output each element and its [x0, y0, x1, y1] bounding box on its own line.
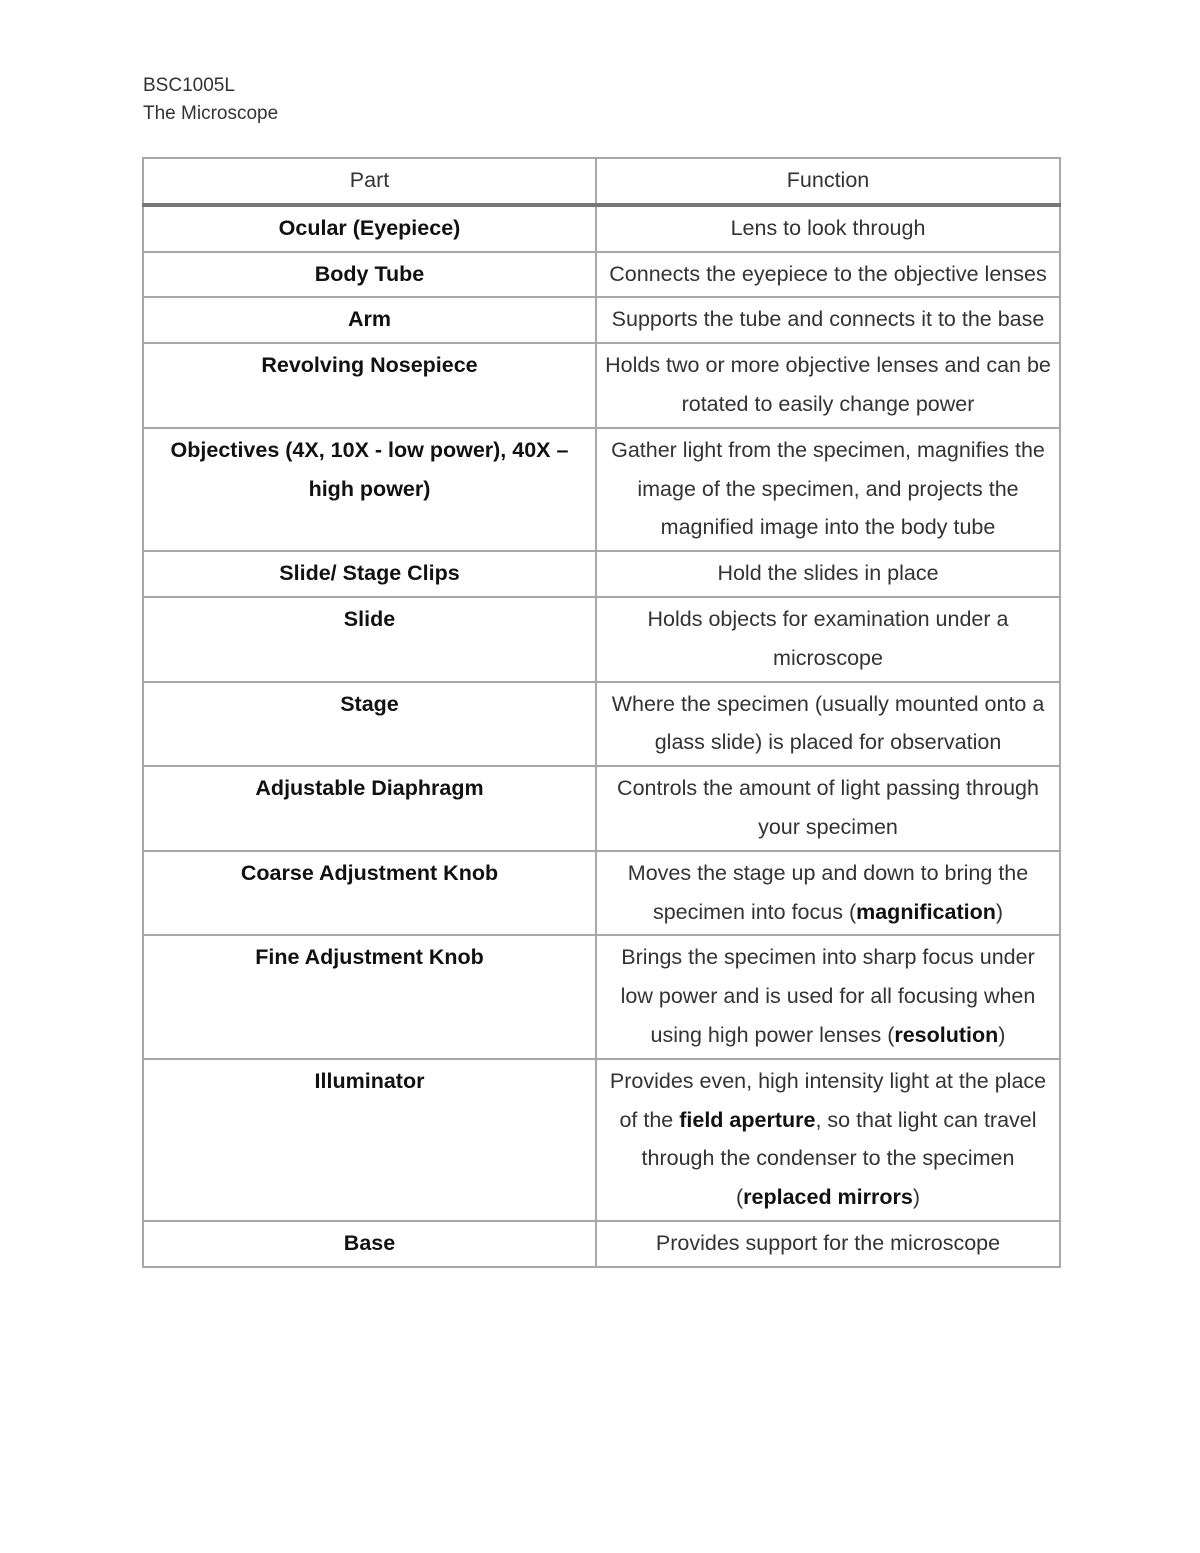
part-cell: Body Tube: [143, 252, 596, 298]
table-row: [143, 297, 1060, 343]
table-row: [143, 851, 1060, 936]
function-cell: Holds two or more objective lenses and can be rotated to easily change power: [596, 343, 1060, 428]
table-row: [143, 551, 1060, 597]
part-cell: Slide/ Stage Clips: [143, 551, 596, 597]
column-header-part: Part: [143, 158, 596, 205]
part-cell: Base: [143, 1221, 596, 1267]
course-code: BSC1005L: [143, 75, 235, 96]
document-title: The Microscope: [143, 103, 279, 124]
function-cell: Supports the tube and connects it to the base: [596, 297, 1060, 343]
function-emphasis-2: replaced mirrors: [743, 1185, 913, 1210]
function-text: Moves the stage up and down to bring the specimen into focus (: [627, 860, 1029, 924]
function-cell: Gather light from the specimen, magnifies the image of the specimen, and projects the magnified image into the body tube: [596, 428, 1060, 551]
column-header-function: Function: [596, 158, 1060, 205]
function-cell: Holds objects for examination under a microscope: [596, 597, 1060, 682]
function-cell: Lens to look through: [596, 205, 1060, 252]
function-emphasis: field aperture: [679, 1107, 816, 1132]
function-text: Brings the specimen into sharp focus under low power and is used for all focusing when using high power lenses (: [620, 945, 1036, 1047]
function-cell: Connects the eyepiece to the objective lenses: [596, 252, 1060, 298]
function-cell: Where the specimen (usually mounted onto a glass slide) is placed for observation: [596, 682, 1060, 767]
function-emphasis: resolution: [894, 1022, 999, 1047]
function-cell: Controls the amount of light passing through your specimen: [596, 766, 1060, 851]
part-cell: Objectives (4X, 10X - low power), 40X – high power): [143, 428, 596, 551]
function-cell: Provides support for the microscope: [596, 1221, 1060, 1267]
microscope-parts-table: [142, 157, 1061, 1268]
function-text-end: ): [998, 1022, 1006, 1047]
part-cell: Illuminator: [143, 1059, 596, 1221]
part-cell: Ocular (Eyepiece): [143, 205, 596, 252]
table-row: [143, 682, 1060, 767]
function-text-middle: , so that light can travel through the condenser to the specimen (: [641, 1107, 1037, 1210]
function-text-end: ): [995, 899, 1004, 924]
table-row: [143, 766, 1060, 851]
function-cell: [596, 935, 1060, 1058]
table-row: [143, 597, 1060, 682]
function-emphasis: magnification: [856, 899, 996, 924]
table-row: [143, 1221, 1060, 1267]
function-text-end: ): [912, 1185, 921, 1210]
part-cell: Revolving Nosepiece: [143, 343, 596, 428]
function-text: Provides even, high intensity light at the place of the: [609, 1068, 1047, 1132]
part-cell: Slide: [143, 597, 596, 682]
function-cell: [596, 1059, 1060, 1221]
part-cell: Fine Adjustment Knob: [143, 935, 596, 1058]
part-cell: Stage: [143, 682, 596, 767]
table-row: [143, 428, 1060, 551]
table-row: [143, 252, 1060, 298]
function-cell: [596, 851, 1060, 936]
table-row: [143, 205, 1060, 252]
part-cell: Adjustable Diaphragm: [143, 766, 596, 851]
table-row: [143, 1059, 1060, 1221]
function-cell: Hold the slides in place: [596, 551, 1060, 597]
part-cell: Coarse Adjustment Knob: [143, 851, 596, 936]
document-header: [143, 72, 278, 128]
table-header-row: [143, 158, 1060, 205]
table-row: [143, 935, 1060, 1058]
part-cell: Arm: [143, 297, 596, 343]
table-row: [143, 343, 1060, 428]
